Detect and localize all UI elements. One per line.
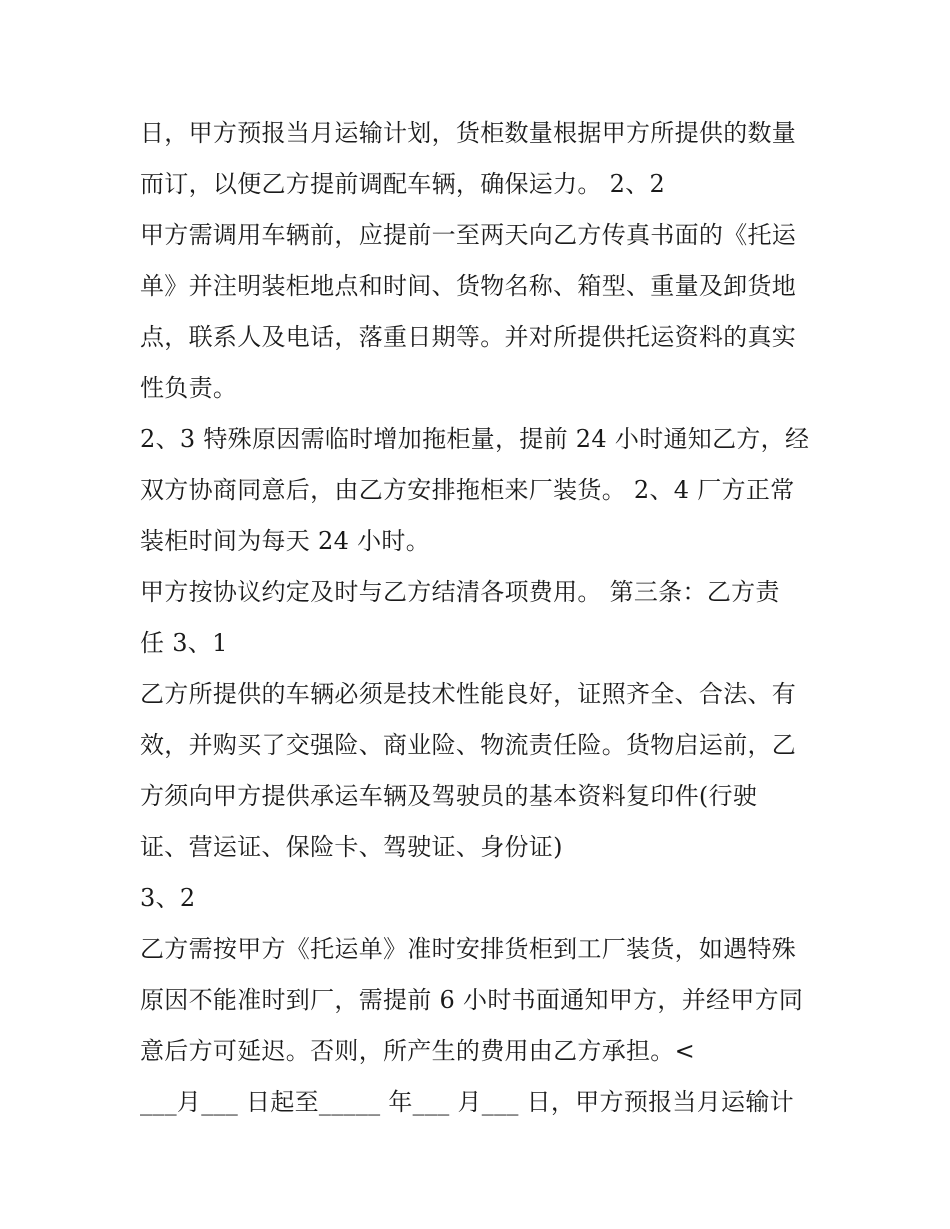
text-line: 2、3 特殊原因需临时增加拖柜量，提前 24 小时通知乙方，经: [140, 425, 810, 453]
text-line: 甲方需调用车辆前，应提前一至两天向乙方传真书面的《托运: [140, 221, 797, 249]
text-line: 而订，以便乙方提前调配车辆，确保运力。 2、2: [140, 170, 666, 198]
text-line: 方须向甲方提供承运车辆及驾驶员的基本资料复印件(行驶: [140, 782, 758, 810]
text-line: 乙方所提供的车辆必须是技术性能良好，证照齐全、合法、有: [140, 680, 797, 708]
text-line: 性负责。: [140, 374, 238, 402]
text-line: 3、2: [140, 884, 196, 912]
text-line: ___月___ 日起至_____ 年___ 月___ 日，甲方预报当月运输计: [140, 1088, 794, 1116]
text-line: 原因不能准时到厂，需提前 6 小时书面通知甲方，并经甲方同: [140, 986, 804, 1014]
text-line: 装柜时间为每天 24 小时。: [140, 527, 430, 555]
text-line: 点，联系人及电话，落重日期等。并对所提供托运资料的真实: [140, 323, 797, 351]
text-line: 效，并购买了交强险、商业险、物流责任险。货物启运前，乙: [140, 731, 797, 759]
text-line: 单》并注明装柜地点和时间、货物名称、箱型、重量及卸货地: [140, 272, 797, 300]
text-line: 任 3、1: [140, 629, 228, 657]
document-body: [140, 108, 830, 1128]
text-line: 证、营运证、保险卡、驾驶证、身份证): [140, 833, 563, 861]
text-line: 乙方需按甲方《托运单》准时安排货柜到工厂装货，如遇特殊: [140, 935, 797, 963]
text-line: 双方协商同意后，由乙方安排拖柜来厂装货。 2、4 厂方正常: [140, 476, 795, 504]
text-line: 日，甲方预报当月运输计划，货柜数量根据甲方所提供的数量: [140, 119, 797, 147]
text-line: 甲方按协议约定及时与乙方结清各项费用。 第三条：乙方责: [140, 578, 780, 606]
text-line: 意后方可延迟。否则，所产生的费用由乙方承担。<: [140, 1037, 696, 1065]
